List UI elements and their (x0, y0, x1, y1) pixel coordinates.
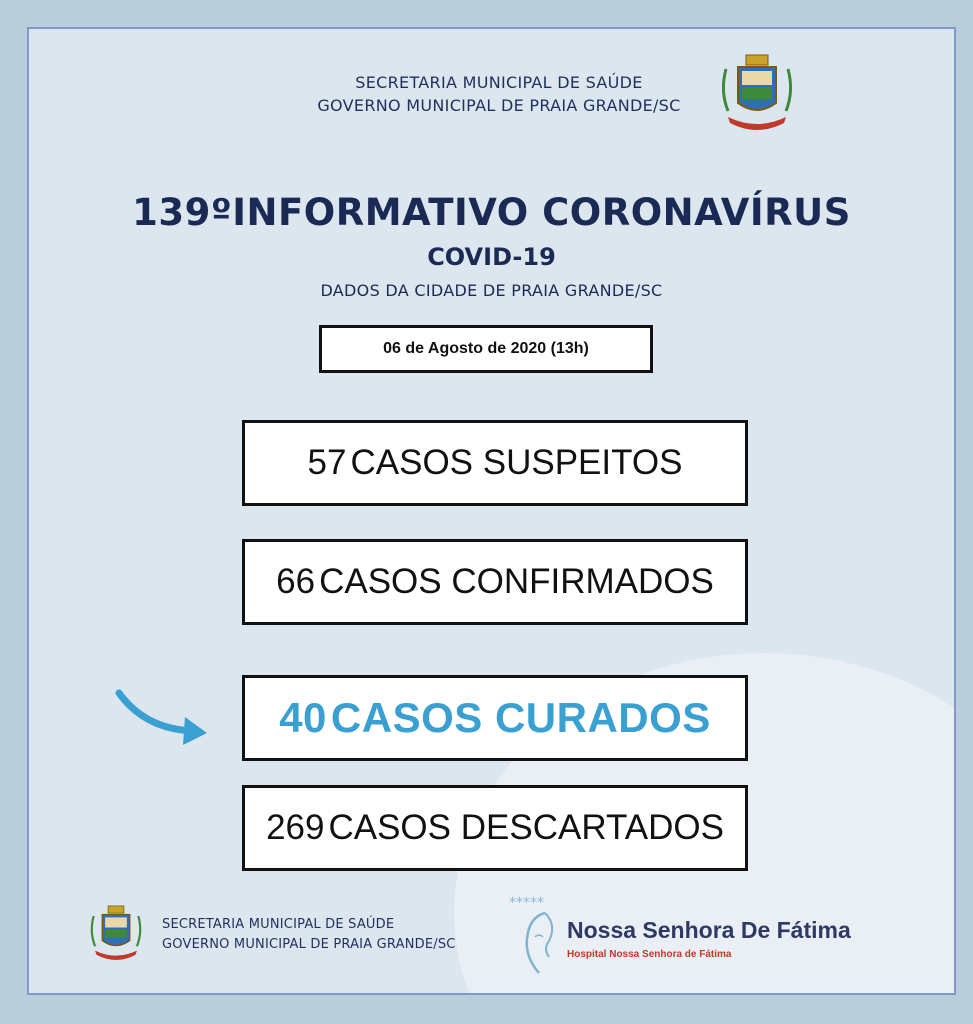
poster-panel (27, 27, 956, 995)
footer-line-1: SECRETARIA MUNICIPAL DE SAÚDE (162, 917, 395, 932)
header-line-2: GOVERNO MUNICIPAL DE PRAIA GRANDE/SC (317, 96, 681, 115)
crest-icon (714, 51, 800, 137)
page-subtitle: COVID-19 (427, 243, 556, 271)
header-text (289, 71, 709, 117)
city-line: DADOS DA CIDADE DE PRAIA GRANDE/SC (320, 281, 663, 300)
page-title: 139ºINFORMATIVO CORONAVÍRUS (132, 191, 851, 234)
date-box (319, 325, 653, 373)
date-text: 06 de Agosto de 2020 (13h) (383, 340, 589, 357)
stat-number: 269 (266, 808, 325, 847)
hospital-stars: ***** (509, 895, 544, 911)
curved-arrow-icon (115, 689, 211, 749)
hospital-name: Nossa Senhora De Fátima (567, 917, 851, 943)
stat-label: CASOS SUSPEITOS (350, 443, 683, 482)
stat-number: 66 (276, 562, 316, 601)
stat-discarded (242, 785, 748, 871)
stat-label: CASOS DESCARTADOS (328, 808, 724, 847)
footer-crest-icon (85, 903, 147, 965)
stat-number: 40 (279, 694, 327, 741)
header-line-1: SECRETARIA MUNICIPAL DE SAÚDE (355, 73, 643, 92)
hospital-subtitle: Hospital Nossa Senhora de Fátima (567, 949, 732, 960)
stat-number: 57 (307, 443, 347, 482)
stat-suspected (242, 420, 748, 506)
stat-label: CASOS CONFIRMADOS (319, 562, 714, 601)
footer-text (162, 915, 456, 955)
stat-confirmed (242, 539, 748, 625)
stat-label: CASOS CURADOS (330, 694, 711, 741)
stat-cured (242, 675, 748, 761)
hospital-logo-icon (505, 887, 575, 977)
footer-line-2: GOVERNO MUNICIPAL DE PRAIA GRANDE/SC (162, 937, 456, 952)
